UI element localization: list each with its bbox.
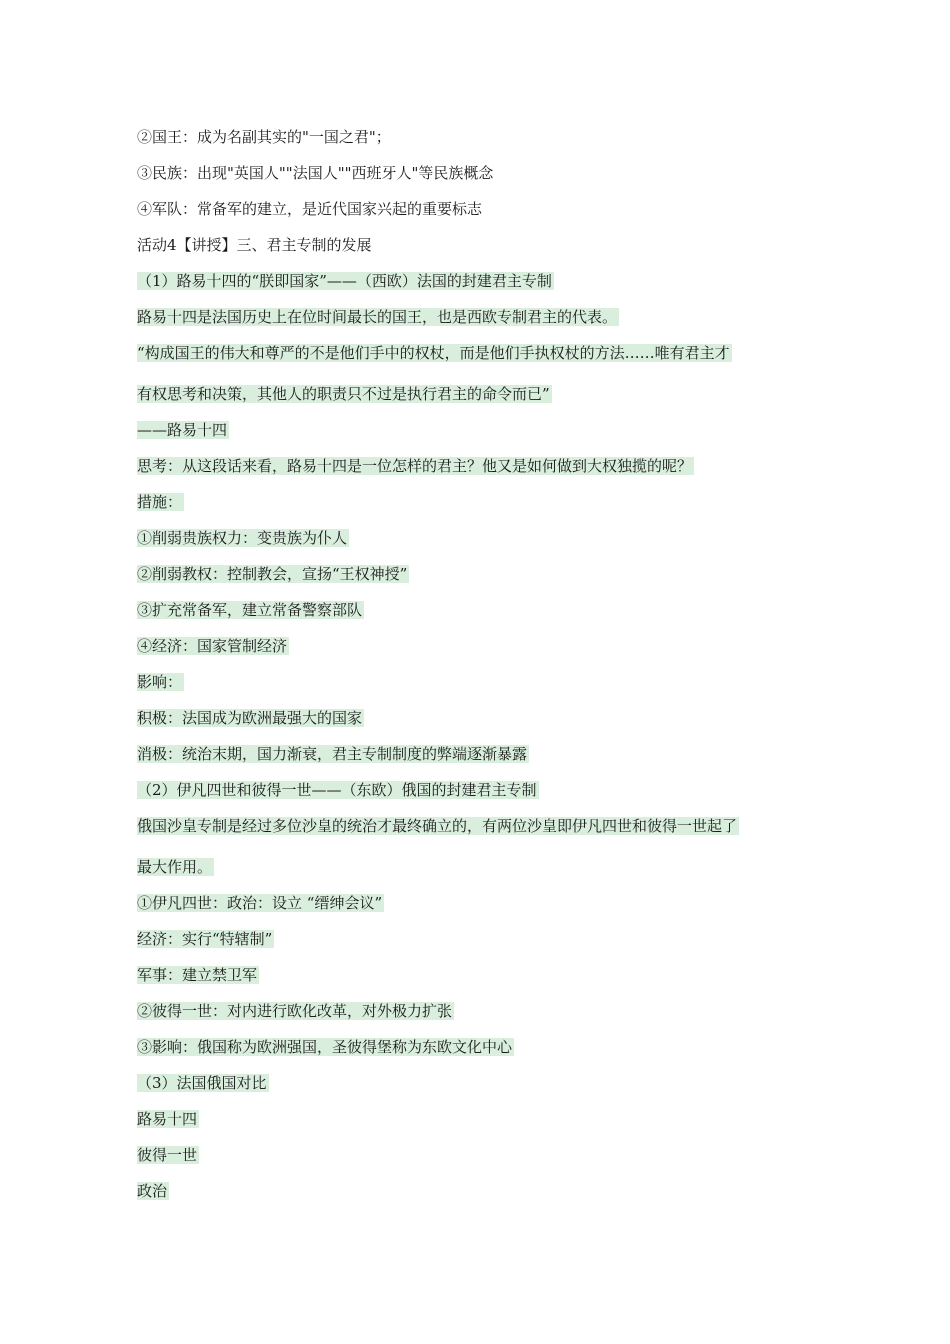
- list-item: [137, 565, 409, 583]
- highlighted-text: ——路易十四: [137, 421, 228, 439]
- highlighted-text: 有权思考和决策，其他人的职责只不过是执行君主的命令而已”: [137, 385, 550, 403]
- line-text: ④军队：常备军的建立，是近代国家兴起的重要标志: [137, 200, 483, 218]
- activity-heading: [137, 236, 372, 254]
- text-line: [137, 308, 619, 326]
- text-line: [137, 817, 739, 835]
- highlighted-text: 路易十四: [137, 1110, 198, 1128]
- highlighted-text: ③扩充常备军，建立常备警察部队: [137, 601, 363, 619]
- text-line: [137, 709, 364, 727]
- line-text: ③民族：出现"英国人""法国人""西班牙人"等民族概念: [137, 164, 494, 182]
- list-item: [137, 894, 384, 912]
- highlighted-text: 思考：从这段话来看，路易十四是一位怎样的君主？他又是如何做到大权独揽的呢？: [137, 457, 693, 475]
- list-item: [137, 601, 364, 619]
- table-cell: [137, 1110, 199, 1128]
- list-item: [137, 966, 259, 984]
- highlighted-text: 路易十四是法国历史上在位时间最长的国王，也是西欧专制君主的代表。: [137, 308, 618, 326]
- highlighted-text: ②彼得一世：对内进行欧化改革，对外极力扩张: [137, 1002, 453, 1020]
- highlighted-text: ③影响：俄国称为欧洲强国，圣彼得堡称为东欧文化中心: [137, 1038, 513, 1056]
- text-line: [137, 128, 391, 146]
- highlighted-text: （1）路易十四的“朕即国家”——（西欧）法国的封建君主专制: [137, 272, 552, 290]
- line-text: ②国王：成为名副其实的"一国之君"；: [137, 128, 391, 146]
- text-line: [137, 745, 529, 763]
- question-line: [137, 457, 694, 475]
- quote-attribution: [137, 421, 229, 439]
- text-line: [137, 200, 482, 218]
- highlighted-text: 彼得一世: [137, 1146, 198, 1164]
- list-item: [137, 930, 274, 948]
- highlighted-text: 政治: [137, 1182, 168, 1200]
- highlighted-text: 最大作用。: [137, 858, 213, 876]
- highlighted-text: ①削弱贵族权力：变贵族为仆人: [137, 529, 348, 547]
- text-line: [137, 858, 214, 876]
- quote-line: [137, 385, 552, 403]
- highlighted-text: 消极：统治末期，国力渐衰，君主专制制度的弊端逐渐暴露: [137, 745, 528, 763]
- highlighted-text: （2）伊凡四世和彼得一世——（东欧）俄国的封建君主专制: [137, 781, 537, 799]
- highlighted-text: “构成国王的伟大和尊严的不是他们手中的权杖，而是他们手执权杖的方法……唯有君主才: [137, 344, 730, 362]
- highlighted-text: ④经济：国家管制经济: [137, 637, 288, 655]
- text-line: [137, 164, 493, 182]
- text-line: [137, 673, 184, 691]
- highlighted-text: 经济：实行“特辖制”: [137, 930, 273, 948]
- section-heading: [137, 272, 554, 290]
- highlighted-text: ②削弱教权：控制教会，宣扬“王权神授”: [137, 565, 408, 583]
- table-cell: [137, 1182, 169, 1200]
- highlighted-text: （3）法国俄国对比: [137, 1074, 267, 1092]
- section-heading: [137, 1074, 269, 1092]
- quote-line: [137, 344, 732, 362]
- list-item: [137, 1002, 454, 1020]
- list-item: [137, 529, 349, 547]
- highlighted-text: 影响：: [137, 673, 183, 691]
- highlighted-text: ①伊凡四世：政治：设立 “缙绅会议”: [137, 894, 383, 912]
- line-text: 活动4【讲授】三、君主专制的发展: [137, 236, 372, 254]
- highlighted-text: 俄国沙皇专制是经过多位沙皇的统治才最终确立的，有两位沙皇即伊凡四世和彼得一世起了: [137, 817, 738, 835]
- text-line: [137, 493, 184, 511]
- section-heading: [137, 781, 539, 799]
- highlighted-text: 措施：: [137, 493, 183, 511]
- highlighted-text: 军事：建立禁卫军: [137, 966, 258, 984]
- list-item: [137, 637, 289, 655]
- highlighted-text: 积极：法国成为欧洲最强大的国家: [137, 709, 363, 727]
- list-item: [137, 1038, 514, 1056]
- table-cell: [137, 1146, 199, 1164]
